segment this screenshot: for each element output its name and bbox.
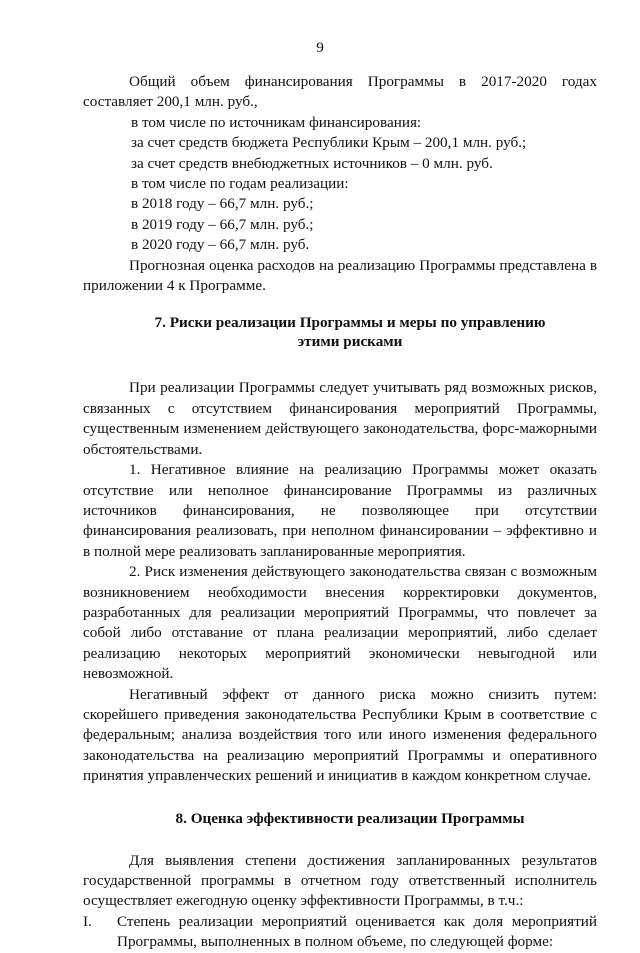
section-8-heading: 8. Оценка эффективности реализации Программы [175,809,525,827]
financing-source-extrabudget: за счет средств внебюджетных источников – 0 млн. руб. [131,154,493,172]
financing-total: Общий объем финансирования Программы в 2017-2020 годах составляет 200,1 млн. руб., [83,73,597,111]
section-7-paragraph: Негативный эффект от данного риска можно снизить путем: скорейшего приведения законодательства Республики Крым в соответствие с федеральным; анализа воздействия того или иного изменения федерального законодательства на реализацию мероприятий Программы и оперативного принятия управленческих решений и инициатив в каждом конкретном случае. [83,685,597,785]
section-8-intro: Для выявления степени достижения запланированных результатов государственной программы в отчетном году ответственный исполнитель осуществляет ежегодную оценку эффективности Программы, в т.ч.: [83,851,597,910]
financing-years-intro: в том числе по годам реализации: [131,175,349,193]
page-number: 9 [316,39,324,56]
financing-year-2018: в 2018 году – 66,7 млн. руб.; [131,195,314,213]
section-7-heading: 7. Риски реализации Программы и меры по управлению этими рисками [154,314,546,351]
financing-sources-intro: в том числе по источникам финансирования: [131,113,422,131]
financing-year-2019: в 2019 году – 66,7 млн. руб.; [131,215,314,233]
section-8-item-text: Степень реализации мероприятий оценивается как доля мероприятий Программы, выполненных в полном объеме, по следующей форме: [117,912,597,951]
section-7-paragraph: 2. Риск изменения действующего законодательства связан с возможным возникновением необходимости внесения корректировки документов, разработанных для реализации мероприятий Программы, что повлечет за собой либо отставание от плана реализации мероприятий, либо сделает реализацию некоторых мероприятий экономически невыгодной или невозможной. [83,563,597,683]
financing-source-budget: за счет средств бюджета Республики Крым – 200,1 млн. руб.; [131,134,527,152]
section-8-item-number: I. [83,912,92,930]
section-8-item [83,912,597,953]
financing-forecast: Прогнозная оценка расходов на реализацию Программы представлена в приложении 4 к Программе. [83,256,597,295]
financing-year-2020: в 2020 году – 66,7 млн. руб. [131,236,310,254]
section-7-paragraph: 1. Негативное влияние на реализацию Программы может оказать отсутствие или неполное финансирование Программы из различных источников финансирования, не позволяющее при отсутствии финансирования реализовать, при неполном финансировании – эффективно и в полной мере реализовать запланированные мероприятия. [83,461,597,560]
page-content [83,72,597,953]
section-7-paragraph: При реализации Программы следует учитывать ряд возможных рисков, связанных с отсутствием финансирования мероприятий Программы, существенным изменением действующего законодательства, форс-мажорными обстоятельствами. [83,379,597,458]
